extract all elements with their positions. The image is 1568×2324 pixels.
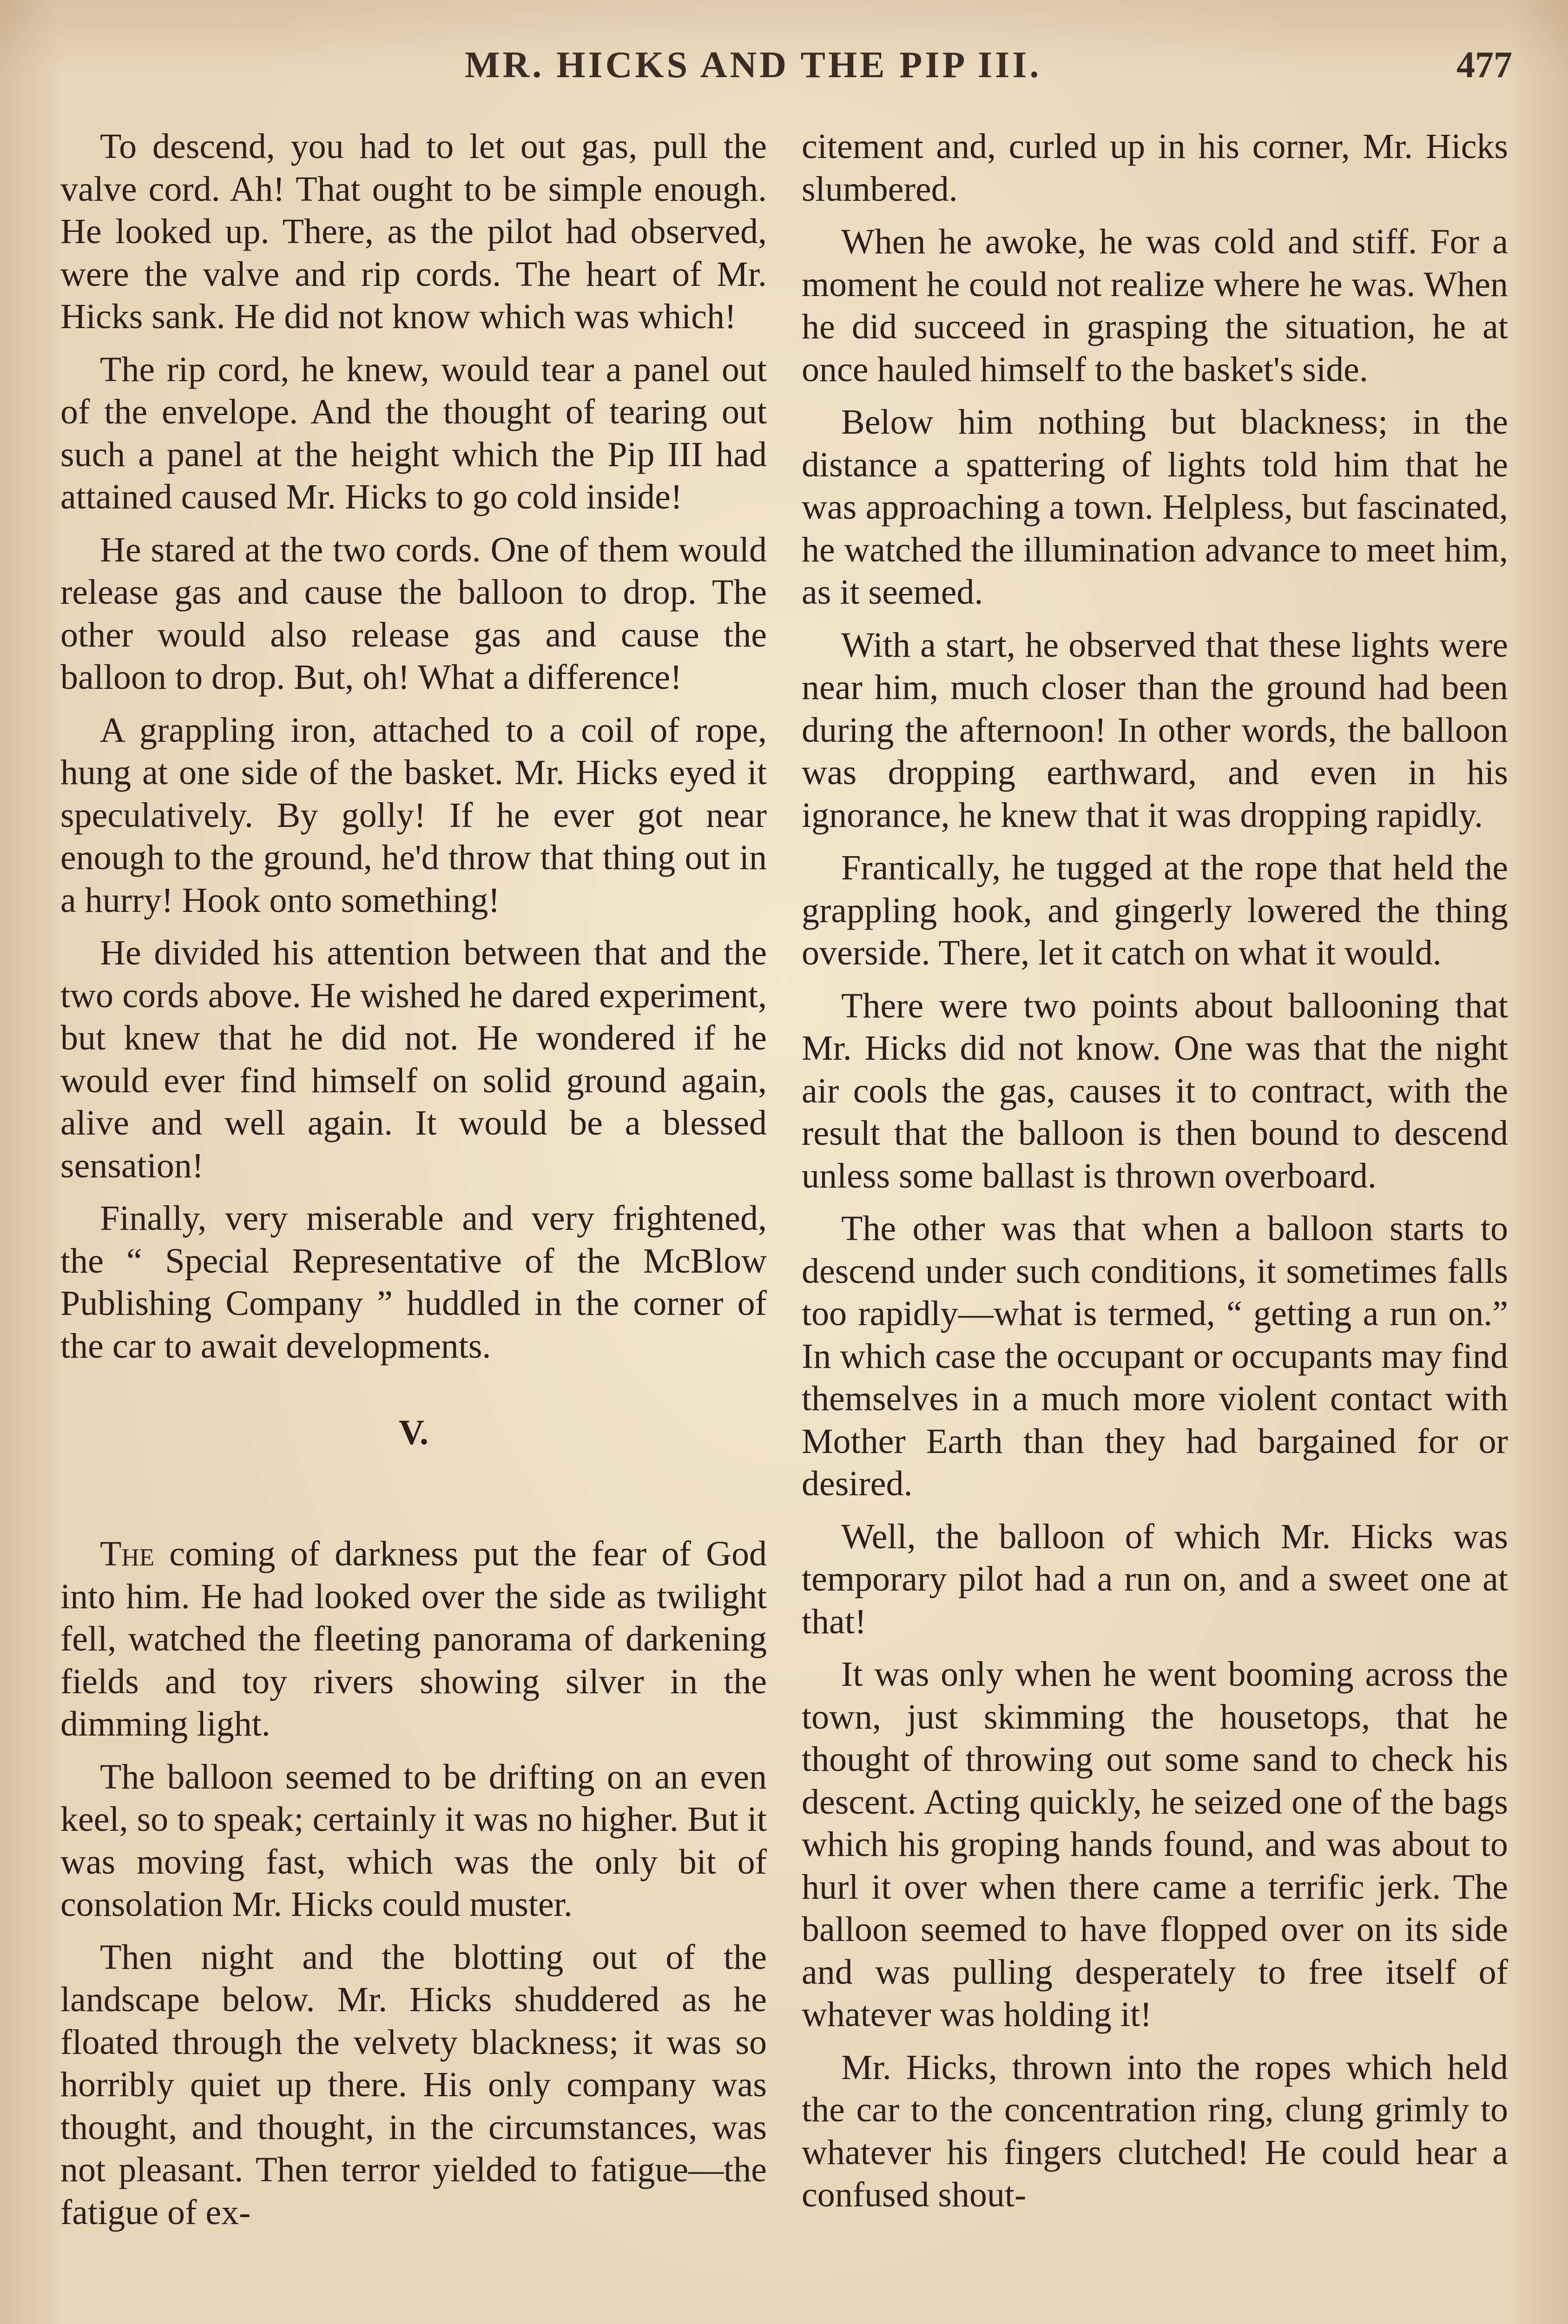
continued-paragraph: citement and, curled up in his corner, Mr. Hicks slumbered. [802,127,1508,209]
paragraph: He divided his attention between that and the two cords above. He wished he dared experiment, but knew that he did not. He wondered if he would ever find himself on solid ground again, alive and well again. It would be a blessed sensation! [60,933,767,1185]
paragraph: When he awoke, he was cold and stiff. For a moment he could not realize where he was. When he did succeed in grasping the situation, he at once hauled himself to the basket's side. [802,222,1508,389]
section-heading: V. [398,1413,429,1452]
section-lead-word: The [100,1534,155,1573]
paragraph: There were two points about ballooning that Mr. Hicks did not know. One was that the night air cools the gas, causes it to contract, with the result that the balloon is then bound to descend unless some ballast is thrown overboard. [802,986,1508,1195]
left-column [60,125,767,2244]
paragraph: Then night and the blotting out of the landscape below. Mr. Hicks shuddered as he floated through the velvety blackness; it was so horribly quiet up there. His only company was thought, and thought, in the circumstances, was not pleasant. Then terror yielded to fatigue—the fatigue of ex- [60,1937,767,2232]
section-first-paragraph-text: coming of darkness put the fear of God into him. He had looked over the side as twilight fell, watched the fleeting panorama of darkening fields and toy rivers showing silver in the dimming light. [60,1534,767,1743]
paragraph: The balloon seemed to be drifting on an even keel, so to speak; certainly it was no higher. But it was moving fast, which was the only bit of consolation Mr. Hicks could muster. [60,1757,767,1924]
paragraph: Well, the balloon of which Mr. Hicks was temporary pilot had a run on, and a sweet one at that! [802,1517,1508,1641]
paragraph: Mr. Hicks, thrown into the ropes which held the car to the concentration ring, clung grimly to whatever his fingers clutched! He could hear a confused shout- [802,2047,1508,2214]
right-column [802,125,1508,2227]
paragraph: He stared at the two cords. One of them would release gas and cause the balloon to drop. The other would also release gas and cause the balloon to drop. But, oh! What a difference! [60,530,767,697]
paragraph: Frantically, he tugged at the rope that held the grappling hook, and gingerly lowered the thing overside. There, let it catch on what it would. [802,848,1508,972]
paragraph: With a start, he observed that these lights were near him, much closer than the ground had been during the afternoon! In other words, the balloon was dropping earthward, and even in his ignorance, he knew that it was dropping rapidly. [802,625,1508,835]
paragraph: To descend, you had to let out gas, pull the valve cord. Ah! That ought to be simple enough. He looked up. There, as the pilot had observed, were the valve and rip cords. The heart of Mr. Hicks sank. He did not know which was which! [60,127,767,336]
paragraph: The rip cord, he knew, would tear a panel out of the envelope. And the thought of tearing out such a panel at the height which the Pip III had attained caused Mr. Hicks to go cold inside! [60,350,767,516]
page-number: 477 [1456,45,1512,86]
section-first-paragraph [60,1533,767,1746]
paragraph: Finally, very miserable and very frightened, the “ Special Representative of the McBlow Publishing Company ” huddled in the corner of the car to await developments. [60,1199,767,1366]
paragraph: A grappling iron, attached to a coil of rope, hung at one side of the basket. Mr. Hicks eyed it speculatively. By golly! If he ever got near enough to the ground, he'd throw that thing out in a hurry! Hook onto something! [60,710,767,920]
running-head: MR. HICKS AND THE PIP III. [465,45,1042,86]
paragraph: It was only when he went booming across the town, just skimming the housetops, that he thought of throwing out some sand to check his descent. Acting quickly, he seized one of the bags which his groping hands found, and was about to hurl it over when there came a terrific jerk. The balloon seemed to have flopped over on its side and was pulling desperately to free itself of whatever was holding it! [802,1655,1508,2034]
paragraph: Below him nothing but blackness; in the distance a spattering of lights told him that he was approaching a town. Helpless, but fascinated, he watched the illumination advance to meet him, as it seemed. [802,403,1508,612]
paragraph: The other was that when a balloon starts to descend under such conditions, it sometimes falls too rapidly—what is termed, “ getting a run on.” In which case the occupant or occupants may find themselves in a much more violent contact with Mother Earth than they had bargained for or desired. [802,1209,1508,1503]
